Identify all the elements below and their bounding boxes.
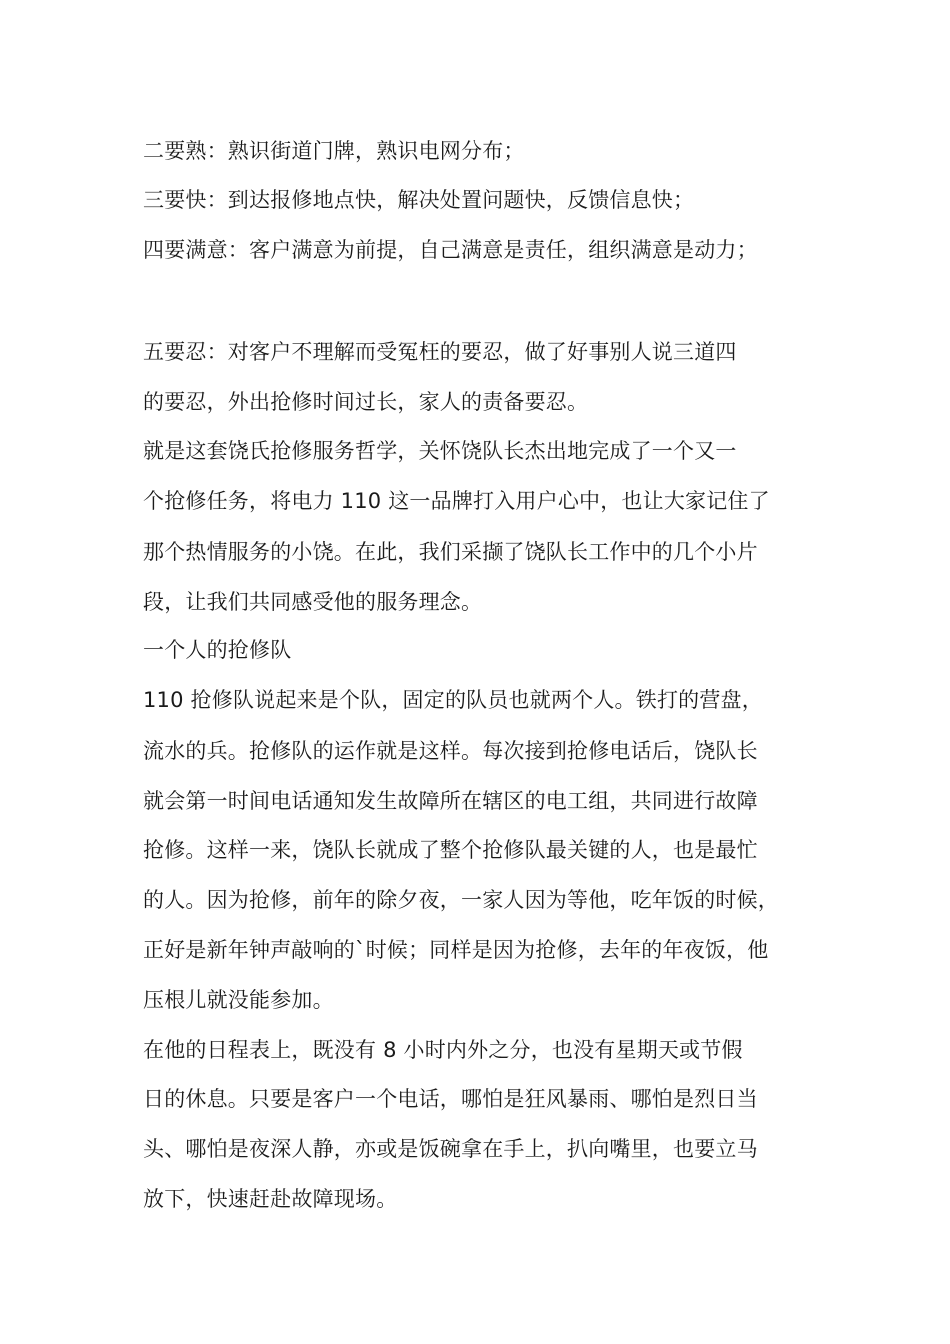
text-line: 那个热情服务的小饶。在此，我们采撷了饶队长工作中的几个小片 bbox=[143, 540, 758, 564]
text-line: 段，让我们共同感受他的服务理念。 bbox=[143, 590, 483, 614]
text-line: 个抢修任务，将电力 110 这一品牌打入用户心中，也让大家记住了 bbox=[143, 489, 770, 513]
text-line: 头、哪怕是夜深人静，亦或是饭碗拿在手上，扒向嘴里，也要立马 bbox=[143, 1137, 758, 1161]
text-line: 流水的兵。抢修队的运作就是这样。每次接到抢修电话后，饶队长 bbox=[143, 739, 758, 763]
text-line: 五要忍：对客户不理解而受冤枉的要忍，做了好事别人说三道四 bbox=[143, 340, 737, 364]
text-line: 日的休息。只要是客户一个电话，哪怕是狂风暴雨、哪怕是烈日当 bbox=[143, 1087, 758, 1111]
text-line: 放下，快速赶赴故障现场。 bbox=[143, 1187, 398, 1211]
text-line: 抢修。这样一来，饶队长就成了整个抢修队最关键的人，也是最忙 bbox=[143, 838, 758, 862]
text-line: 压根儿就没能参加。 bbox=[143, 988, 334, 1012]
text-line: 就会第一时间电话通知发生故障所在辖区的电工组，共同进行故障 bbox=[143, 789, 758, 813]
text-line: 就是这套饶氏抢修服务哲学，关怀饶队长杰出地完成了一个又一 bbox=[143, 439, 737, 463]
text-line: 的要忍，外出抢修时间过长，家人的责备要忍。 bbox=[143, 390, 589, 414]
text-line: 110 抢修队说起来是个队，固定的队员也就两个人。铁打的营盘， bbox=[143, 688, 763, 712]
text-line: 正好是新年钟声敲响的`时候；同样是因为抢修，去年的年夜饭，他 bbox=[143, 938, 769, 962]
text-line: 四要满意：客户满意为前提，自己满意是责任，组织满意是动力； bbox=[143, 238, 758, 262]
text-line: 在他的日程表上，既没有 8 小时内外之分，也没有星期天或节假 bbox=[143, 1038, 743, 1062]
text-line: 二要熟：熟识街道门牌，熟识电网分布； bbox=[143, 139, 525, 163]
section-heading: 一个人的抢修队 bbox=[143, 638, 292, 662]
text-line: 的人。因为抢修，前年的除夕夜，一家人因为等他，吃年饭的时候， bbox=[143, 888, 779, 912]
text-line: 三要快：到达报修地点快，解决处置问题快，反馈信息快； bbox=[143, 188, 695, 212]
